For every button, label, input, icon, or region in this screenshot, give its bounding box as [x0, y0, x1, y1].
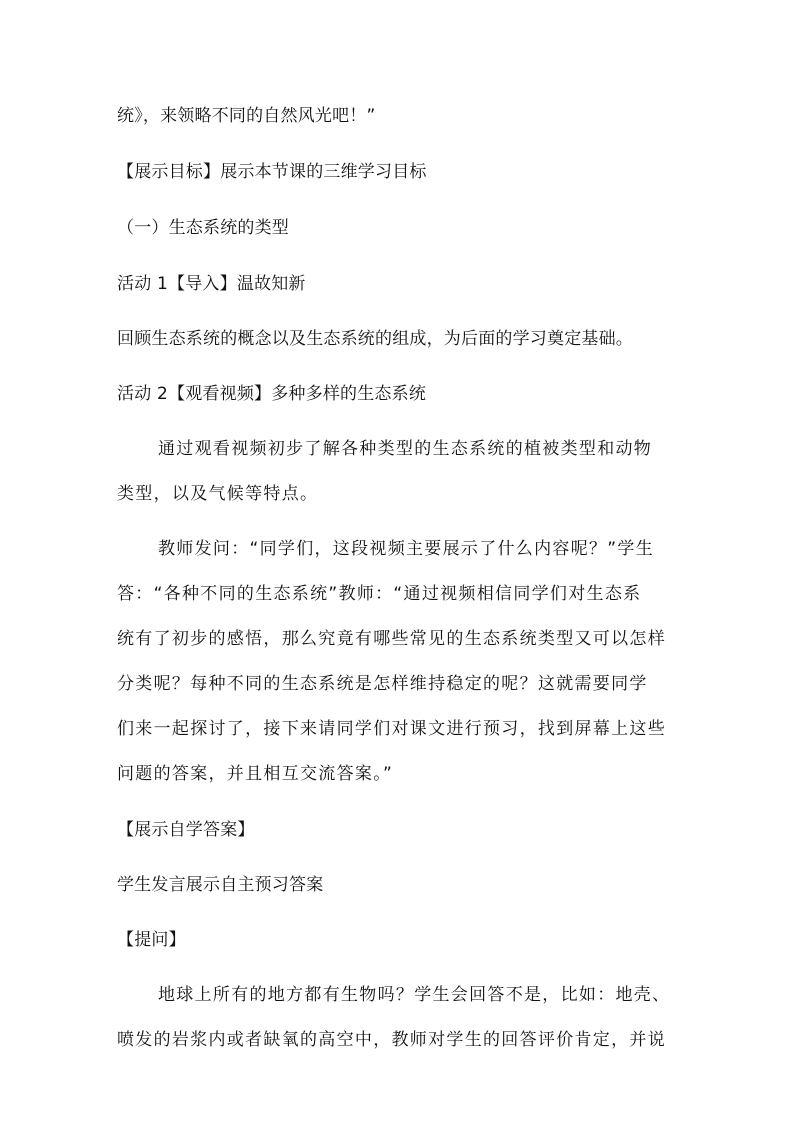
- paragraph-line: 喷发的岩浆内或者缺氧的高空中，教师对学生的回答评价肯定，并说: [117, 1030, 666, 1050]
- activity-heading: 活动 2【观看视频】多种多样的生态系统: [117, 384, 427, 404]
- paragraph-line: 分类呢？每种不同的生态系统是怎样维持稳定的呢？这就需要同学: [117, 674, 648, 694]
- paragraph-line: 统》，来领略不同的自然风光吧！”: [117, 106, 376, 126]
- section-heading: 【展示目标】展示本节课的三维学习目标: [117, 162, 427, 182]
- paragraph-line: 回顾生态系统的概念以及生态系统的组成，为后面的学习奠定基础。: [117, 329, 633, 349]
- paragraph-line: 答：“各种不同的生态系统”教师：“通过视频相信同学们对生态系: [117, 584, 642, 604]
- paragraph-line: 们来一起探讨了，接下来请同学们对课文进行预习，找到屏幕上这些: [117, 719, 666, 739]
- activity-heading: 活动 1【导入】温故知新: [117, 274, 306, 294]
- section-heading: 【提问】: [117, 930, 186, 950]
- section-heading: 【展示自学答案】: [117, 820, 255, 840]
- paragraph-line: 类型，以及气候等特点。: [117, 484, 319, 504]
- paragraph-line: 学生发言展示自主预习答案: [117, 875, 324, 895]
- paragraph-line: 通过观看视频初步了解各种类型的生态系统的植被类型和动物: [158, 439, 653, 459]
- paragraph-line: 教师发问：“同学们，这段视频主要展示了什么内容呢？”学生: [158, 539, 655, 559]
- paragraph-line: 地球上所有的地方都有生物吗？学生会回答不是，比如：地壳、: [158, 985, 671, 1005]
- paragraph-line: 问题的答案，并且相互交流答案。”: [117, 764, 394, 784]
- paragraph-line: 统有了初步的感悟，那么究竟有哪些常见的生态系统类型又可以怎样: [117, 629, 666, 649]
- section-heading: （一）生态系统的类型: [117, 218, 289, 238]
